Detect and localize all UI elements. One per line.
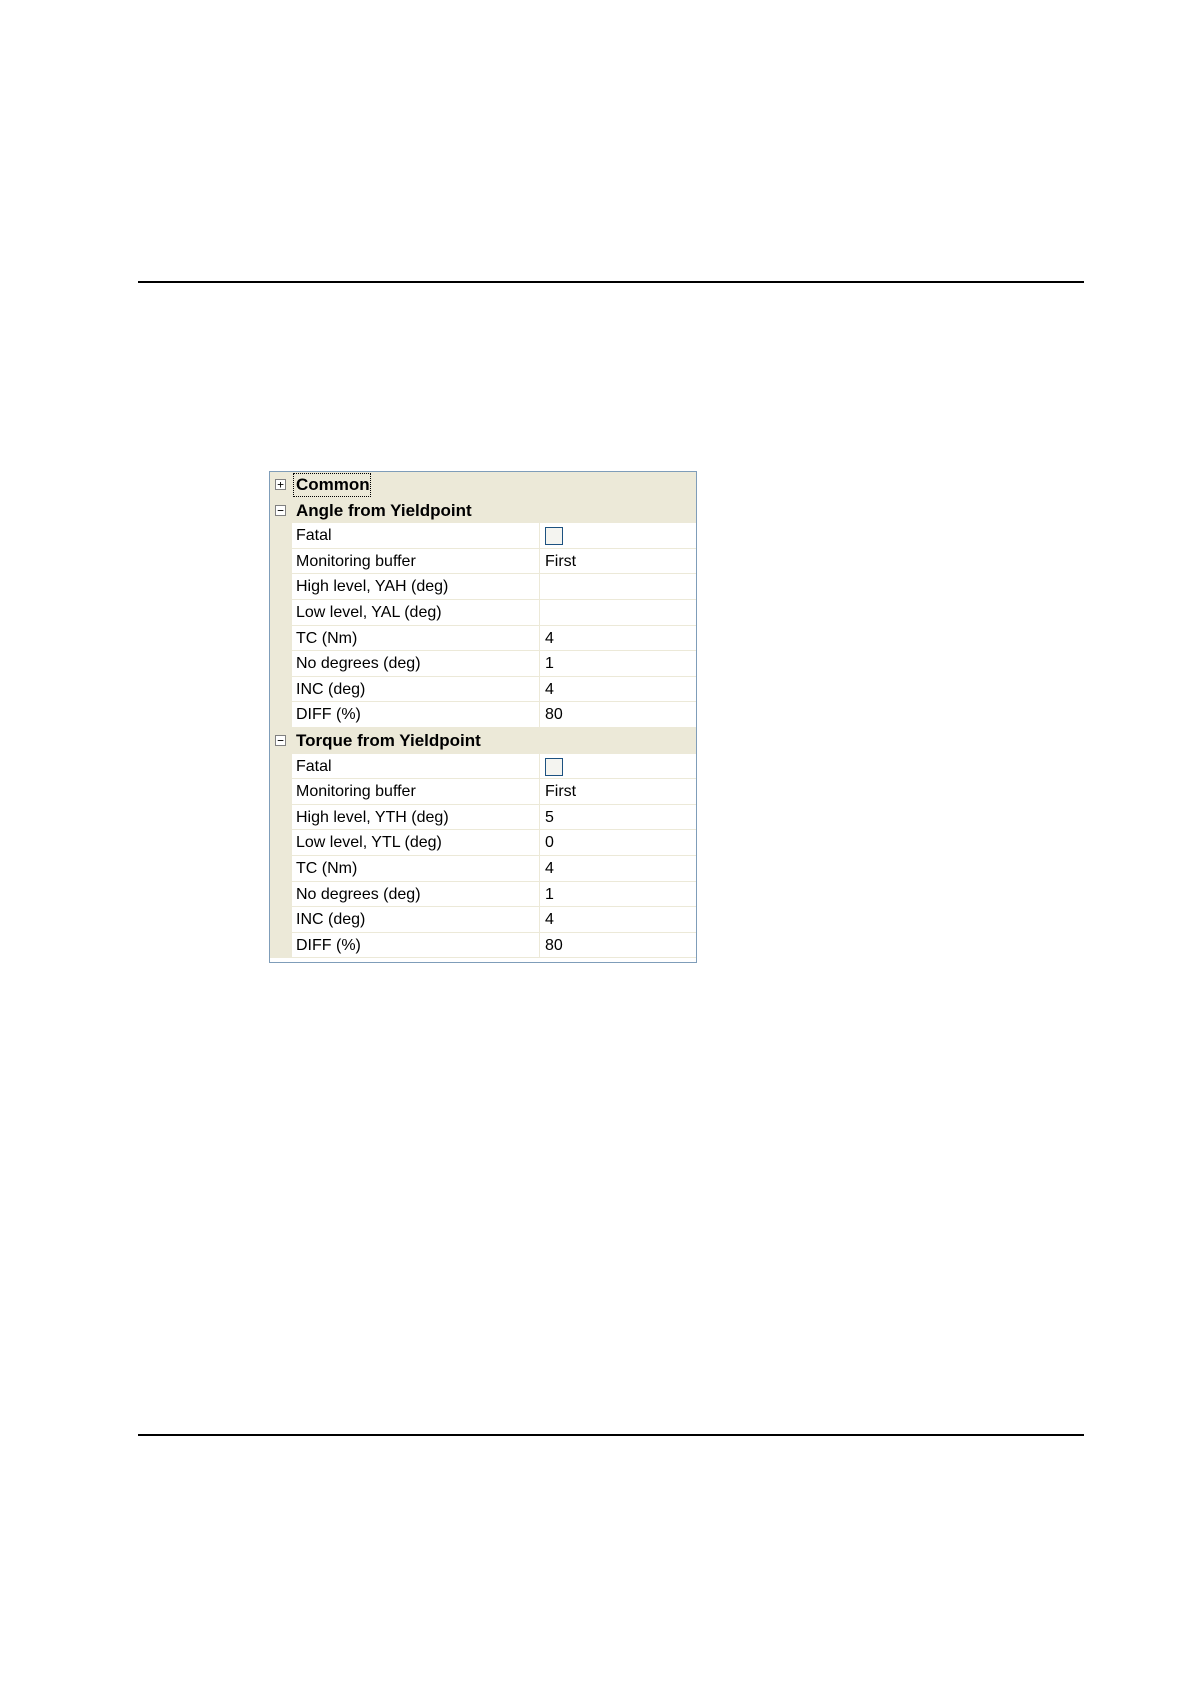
category-label: Angle from Yieldpoint <box>296 500 472 520</box>
fatal-checkbox[interactable] <box>545 527 563 545</box>
property-row-inc[interactable] <box>270 677 696 703</box>
property-row-high-level-yah[interactable] <box>270 574 696 600</box>
property-value[interactable] <box>540 600 696 625</box>
property-name: No degrees (deg) <box>292 651 540 676</box>
property-name: Monitoring buffer <box>292 779 540 804</box>
property-name: INC (deg) <box>292 907 540 932</box>
property-row-fatal[interactable] <box>270 523 696 549</box>
property-row-no-degrees[interactable] <box>270 651 696 677</box>
property-value[interactable] <box>540 754 696 779</box>
property-value[interactable] <box>540 523 696 548</box>
property-name: Low level, YTL (deg) <box>292 830 540 855</box>
property-name: DIFF (%) <box>292 933 540 958</box>
property-name: Low level, YAL (deg) <box>292 600 540 625</box>
property-row-tc[interactable] <box>270 856 696 882</box>
property-value[interactable]: 4 <box>545 859 554 877</box>
category-label: Torque from Yieldpoint <box>296 730 481 750</box>
property-name: TC (Nm) <box>292 856 540 881</box>
property-row-no-degrees[interactable] <box>270 882 696 908</box>
property-value[interactable]: 1 <box>545 655 554 673</box>
expand-icon[interactable]: + <box>275 479 286 490</box>
property-name: TC (Nm) <box>292 626 540 651</box>
category-common[interactable] <box>270 472 696 498</box>
property-name: DIFF (%) <box>292 702 540 727</box>
property-value[interactable]: 80 <box>545 936 563 954</box>
property-row-monitoring-buffer[interactable] <box>270 549 696 575</box>
property-name: High level, YTH (deg) <box>292 805 540 830</box>
property-value[interactable]: 4 <box>545 680 554 698</box>
property-value[interactable]: 4 <box>545 911 554 929</box>
property-row-fatal[interactable] <box>270 754 696 780</box>
property-row-inc[interactable] <box>270 907 696 933</box>
property-name: Fatal <box>292 754 540 779</box>
property-value[interactable]: First <box>545 552 577 570</box>
footer-rule <box>138 1434 1084 1436</box>
property-value[interactable]: 0 <box>545 834 554 852</box>
property-row-tc[interactable] <box>270 626 696 652</box>
property-name: High level, YAH (deg) <box>292 574 540 599</box>
property-name: INC (deg) <box>292 677 540 702</box>
property-row-low-level-yal[interactable] <box>270 600 696 626</box>
header-rule <box>138 281 1084 283</box>
property-row-diff[interactable] <box>270 702 696 728</box>
property-name: Fatal <box>292 523 540 548</box>
fatal-checkbox[interactable] <box>545 758 563 776</box>
property-row-monitoring-buffer[interactable] <box>270 779 696 805</box>
category-torque-from-yieldpoint[interactable] <box>270 728 696 754</box>
collapse-icon[interactable]: − <box>275 735 286 746</box>
property-row-high-level-yth[interactable] <box>270 805 696 831</box>
property-row-low-level-ytl[interactable] <box>270 830 696 856</box>
property-row-diff[interactable] <box>270 933 696 959</box>
property-grid <box>269 471 697 963</box>
property-value[interactable]: 80 <box>545 706 563 724</box>
collapse-icon[interactable]: − <box>275 505 286 516</box>
property-value[interactable]: 5 <box>545 808 554 826</box>
property-value[interactable]: First <box>545 783 577 801</box>
property-value[interactable]: 1 <box>545 885 554 903</box>
property-value[interactable] <box>540 574 696 599</box>
property-name: No degrees (deg) <box>292 882 540 907</box>
category-angle-from-yieldpoint[interactable] <box>270 498 696 524</box>
property-name: Monitoring buffer <box>292 549 540 574</box>
property-value[interactable]: 4 <box>545 629 554 647</box>
category-label: Common <box>292 472 372 498</box>
